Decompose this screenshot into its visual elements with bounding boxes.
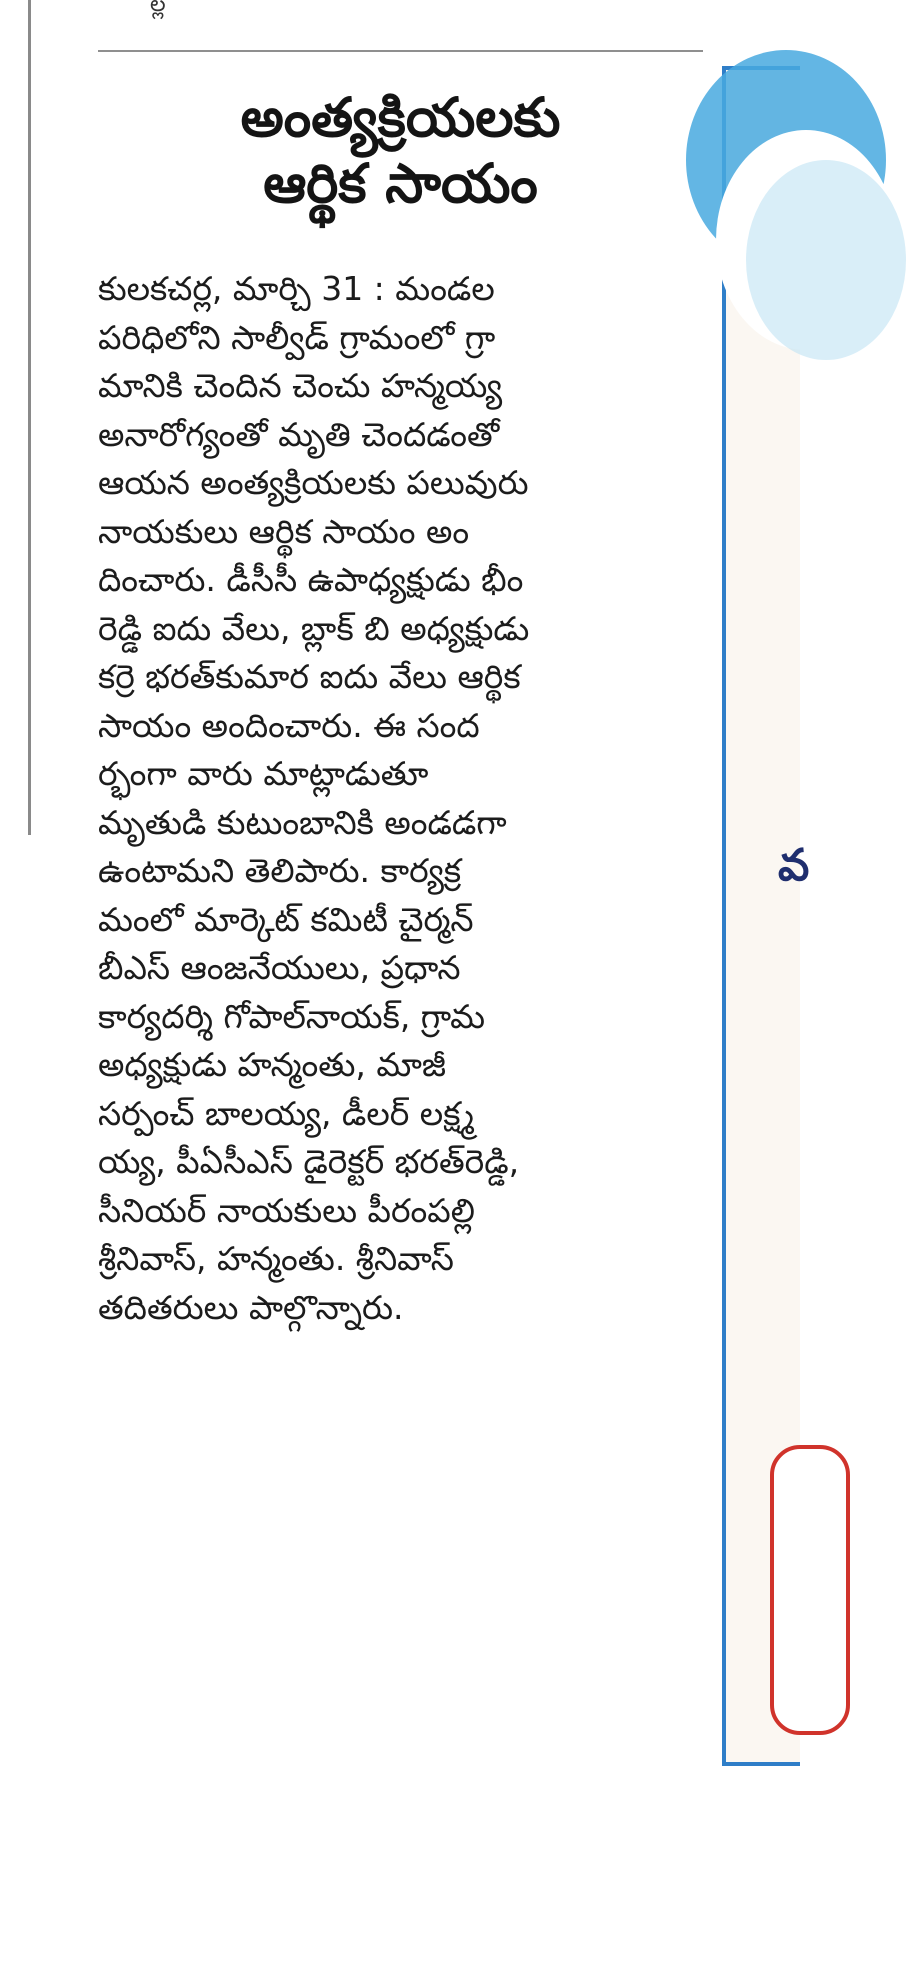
headline-line-2: ఆర్థిక సాయం bbox=[263, 152, 538, 215]
body-line: బీఎస్ ఆంజనేయులు, ప్రధాన bbox=[98, 948, 461, 987]
body-line: కులకచర్ల, మార్చి 31 : మండల bbox=[98, 269, 495, 308]
body-line: ఆయన అంత్యక్రియలకు పలువురు bbox=[98, 463, 529, 502]
body-line: య్య, పీఏసీఎస్ డైరెక్టర్ భరత్‌రెడ్డి, bbox=[98, 1142, 520, 1181]
body-line: మంలో మార్కెట్ కమిటీ చైర్మన్ bbox=[98, 899, 474, 939]
body-line: అధ్యక్షుడు హన్మంతు, మాజీ bbox=[98, 1045, 446, 1084]
article-body bbox=[98, 265, 680, 1332]
body-line: సర్పంచ్ బాలయ్య, డీలర్ లక్ష్మ bbox=[98, 1093, 475, 1133]
ad-light-swoosh bbox=[746, 160, 906, 360]
headline-line-1: అంత్యక్రియలకు bbox=[240, 86, 561, 149]
body-line: అనారోగ్యంతో మృతి చెందడంతో bbox=[98, 414, 500, 454]
body-line: కార్యదర్శి గోపాల్‌నాయక్, గ్రామ bbox=[98, 996, 486, 1036]
body-line: తదితరులు పాల్గొన్నారు. bbox=[98, 1287, 404, 1327]
body-line: రెడ్డి ఐదు వేలు, బ్లాక్ బి అధ్యక్షుడు bbox=[98, 608, 530, 648]
body-line: ర్భంగా వారు మాట్లాడుతూ bbox=[98, 754, 429, 793]
body-line: నాయకులు ఆర్థిక సాయం అం bbox=[98, 511, 470, 551]
body-line: సీనియర్ నాయకులు పీరంపల్లి bbox=[98, 1190, 475, 1230]
previous-article-fragment: ల్ల bbox=[150, 0, 168, 17]
body-line: శ్రీనివాస్, హన్మంతు. శ్రీనివాస్ bbox=[98, 1239, 454, 1278]
ad-red-rounded-box bbox=[770, 1445, 850, 1735]
ad-partial-glyph: వ bbox=[778, 840, 810, 891]
body-line: దించారు. డీసీసీ ఉపాధ్యక్షుడు భీం bbox=[98, 560, 524, 599]
cropped-advertisement bbox=[722, 66, 810, 1766]
body-line: కర్రె భరత్‌కుమార ఐదు వేలు ఆర్థిక bbox=[98, 657, 521, 696]
article-top-rule bbox=[98, 50, 703, 52]
body-line: సాయం అందించారు. ఈ సంద bbox=[98, 705, 480, 745]
article-headline bbox=[98, 85, 703, 217]
body-line: మానికి చెందిన చెంచు హన్మయ్య bbox=[98, 366, 503, 405]
body-line: ఉంటామని తెలిపారు. కార్యక్ర bbox=[98, 851, 462, 890]
body-line: పరిధిలోని సాల్వీడ్ గ్రామంలో గ్రా bbox=[98, 317, 496, 357]
body-line: మృతుడి కుటుంబానికి అండడగా bbox=[98, 802, 507, 842]
column-divider-left bbox=[28, 0, 31, 835]
